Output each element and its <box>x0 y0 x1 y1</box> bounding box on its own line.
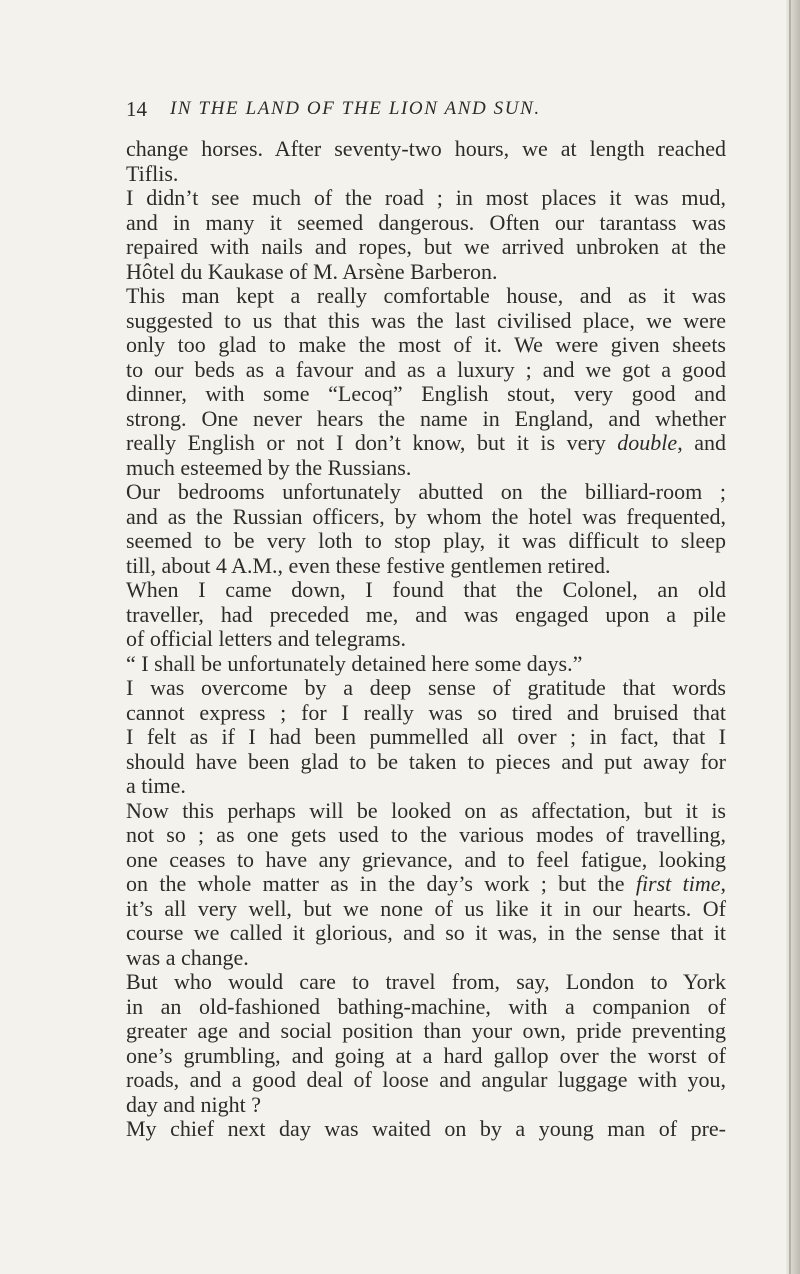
text-line: in an old-fashioned bathing-machine, with a companion of <box>126 993 726 1019</box>
text-line: of official letters and telegrams. <box>126 626 406 651</box>
text-line: “ I shall be unfortunately detained here some days.” <box>126 650 583 676</box>
text-line: When I came down, I found that the Colonel, an old <box>126 577 726 602</box>
text-line: course we called it glorious, and so it was, in the sense that it <box>126 920 726 945</box>
text-line: not so ; as one gets used to the various modes of travelling, <box>126 822 726 847</box>
text-line: really English or not I don’t know, but it is very double, and <box>126 430 727 455</box>
text-line: day and night ? <box>126 1091 262 1117</box>
text-line: seemed to be very loth to stop play, it was difficult to sleep <box>126 528 726 553</box>
text-line: to our beds as a favour and as a luxury ; and we got a good <box>126 356 726 382</box>
text-line: traveller, had preceded me, and was engaged upon a pile <box>126 601 726 627</box>
text-line: only too glad to make the most of it. We were given sheets <box>126 332 726 357</box>
text-line: greater age and social position than your own, pride preventing <box>126 1018 726 1043</box>
text-line: one’s grumbling, and going at a hard gallop over the worst of <box>126 1042 726 1068</box>
running-head <box>126 94 726 124</box>
text-line: till, about 4 A.M., even these festive gentlemen retired. <box>126 552 611 578</box>
text-line: Hôtel du Kaukase of M. Arsène Barberon. <box>126 258 498 284</box>
page-edge-shadow <box>786 0 800 1274</box>
text-line: change horses. After seventy-two hours, we at length reached <box>126 136 726 161</box>
text-line: cannot express ; for I really was so tired and bruised that <box>126 699 726 725</box>
text-line: This man kept a really comfortable house, and as it was <box>126 283 726 308</box>
page-number: 14 <box>126 97 147 121</box>
text-line: a time. <box>126 773 186 798</box>
text-line: it’s all very well, but we none of us like it in our hearts. Of <box>126 895 726 921</box>
running-title: IN THE LAND OF THE LION AND SUN. <box>170 98 541 119</box>
body-text <box>126 137 726 1142</box>
text-line: My chief next day was waited on by a young man of pre- <box>126 1116 726 1141</box>
text-line: one ceases to have any grievance, and to feel fatigue, looking <box>126 846 726 872</box>
text-line: Our bedrooms unfortunately abutted on the billiard-room ; <box>126 479 726 504</box>
text-line: and in many it seemed dangerous. Often our tarantass was <box>126 209 726 235</box>
text-line: dinner, with some “Lecoq” English stout, very good and <box>126 381 726 406</box>
italic-word: first time <box>635 871 721 896</box>
text-line: should have been glad to be taken to pieces and put away for <box>126 748 726 774</box>
text-line: suggested to us that this was the last civilised place, we were <box>126 307 726 333</box>
italic-word: double <box>617 430 678 455</box>
text-line: I felt as if I had been pummelled all over ; in fact, that I <box>126 724 726 749</box>
text-line: But who would care to travel from, say, London to York <box>126 969 726 994</box>
text-line: much esteemed by the Russians. <box>126 454 412 480</box>
text-line: roads, and a good deal of loose and angular luggage with you, <box>126 1067 726 1092</box>
text-line: Now this perhaps will be looked on as affectation, but it is <box>126 797 726 823</box>
text-line: strong. One never hears the name in England, and whether <box>126 405 726 431</box>
text-line: I didn’t see much of the road ; in most places it was mud, <box>126 185 726 210</box>
text-line: I was overcome by a deep sense of gratitude that words <box>126 675 726 700</box>
text-line: and as the Russian officers, by whom the hotel was frequented, <box>126 503 726 529</box>
text-line: repaired with nails and ropes, but we arrived unbroken at the <box>126 234 726 259</box>
text-line: was a change. <box>126 944 249 970</box>
text-line: Tiflis. <box>126 160 179 186</box>
text-line: on the whole matter as in the day’s work ; but the first time, <box>126 871 726 896</box>
